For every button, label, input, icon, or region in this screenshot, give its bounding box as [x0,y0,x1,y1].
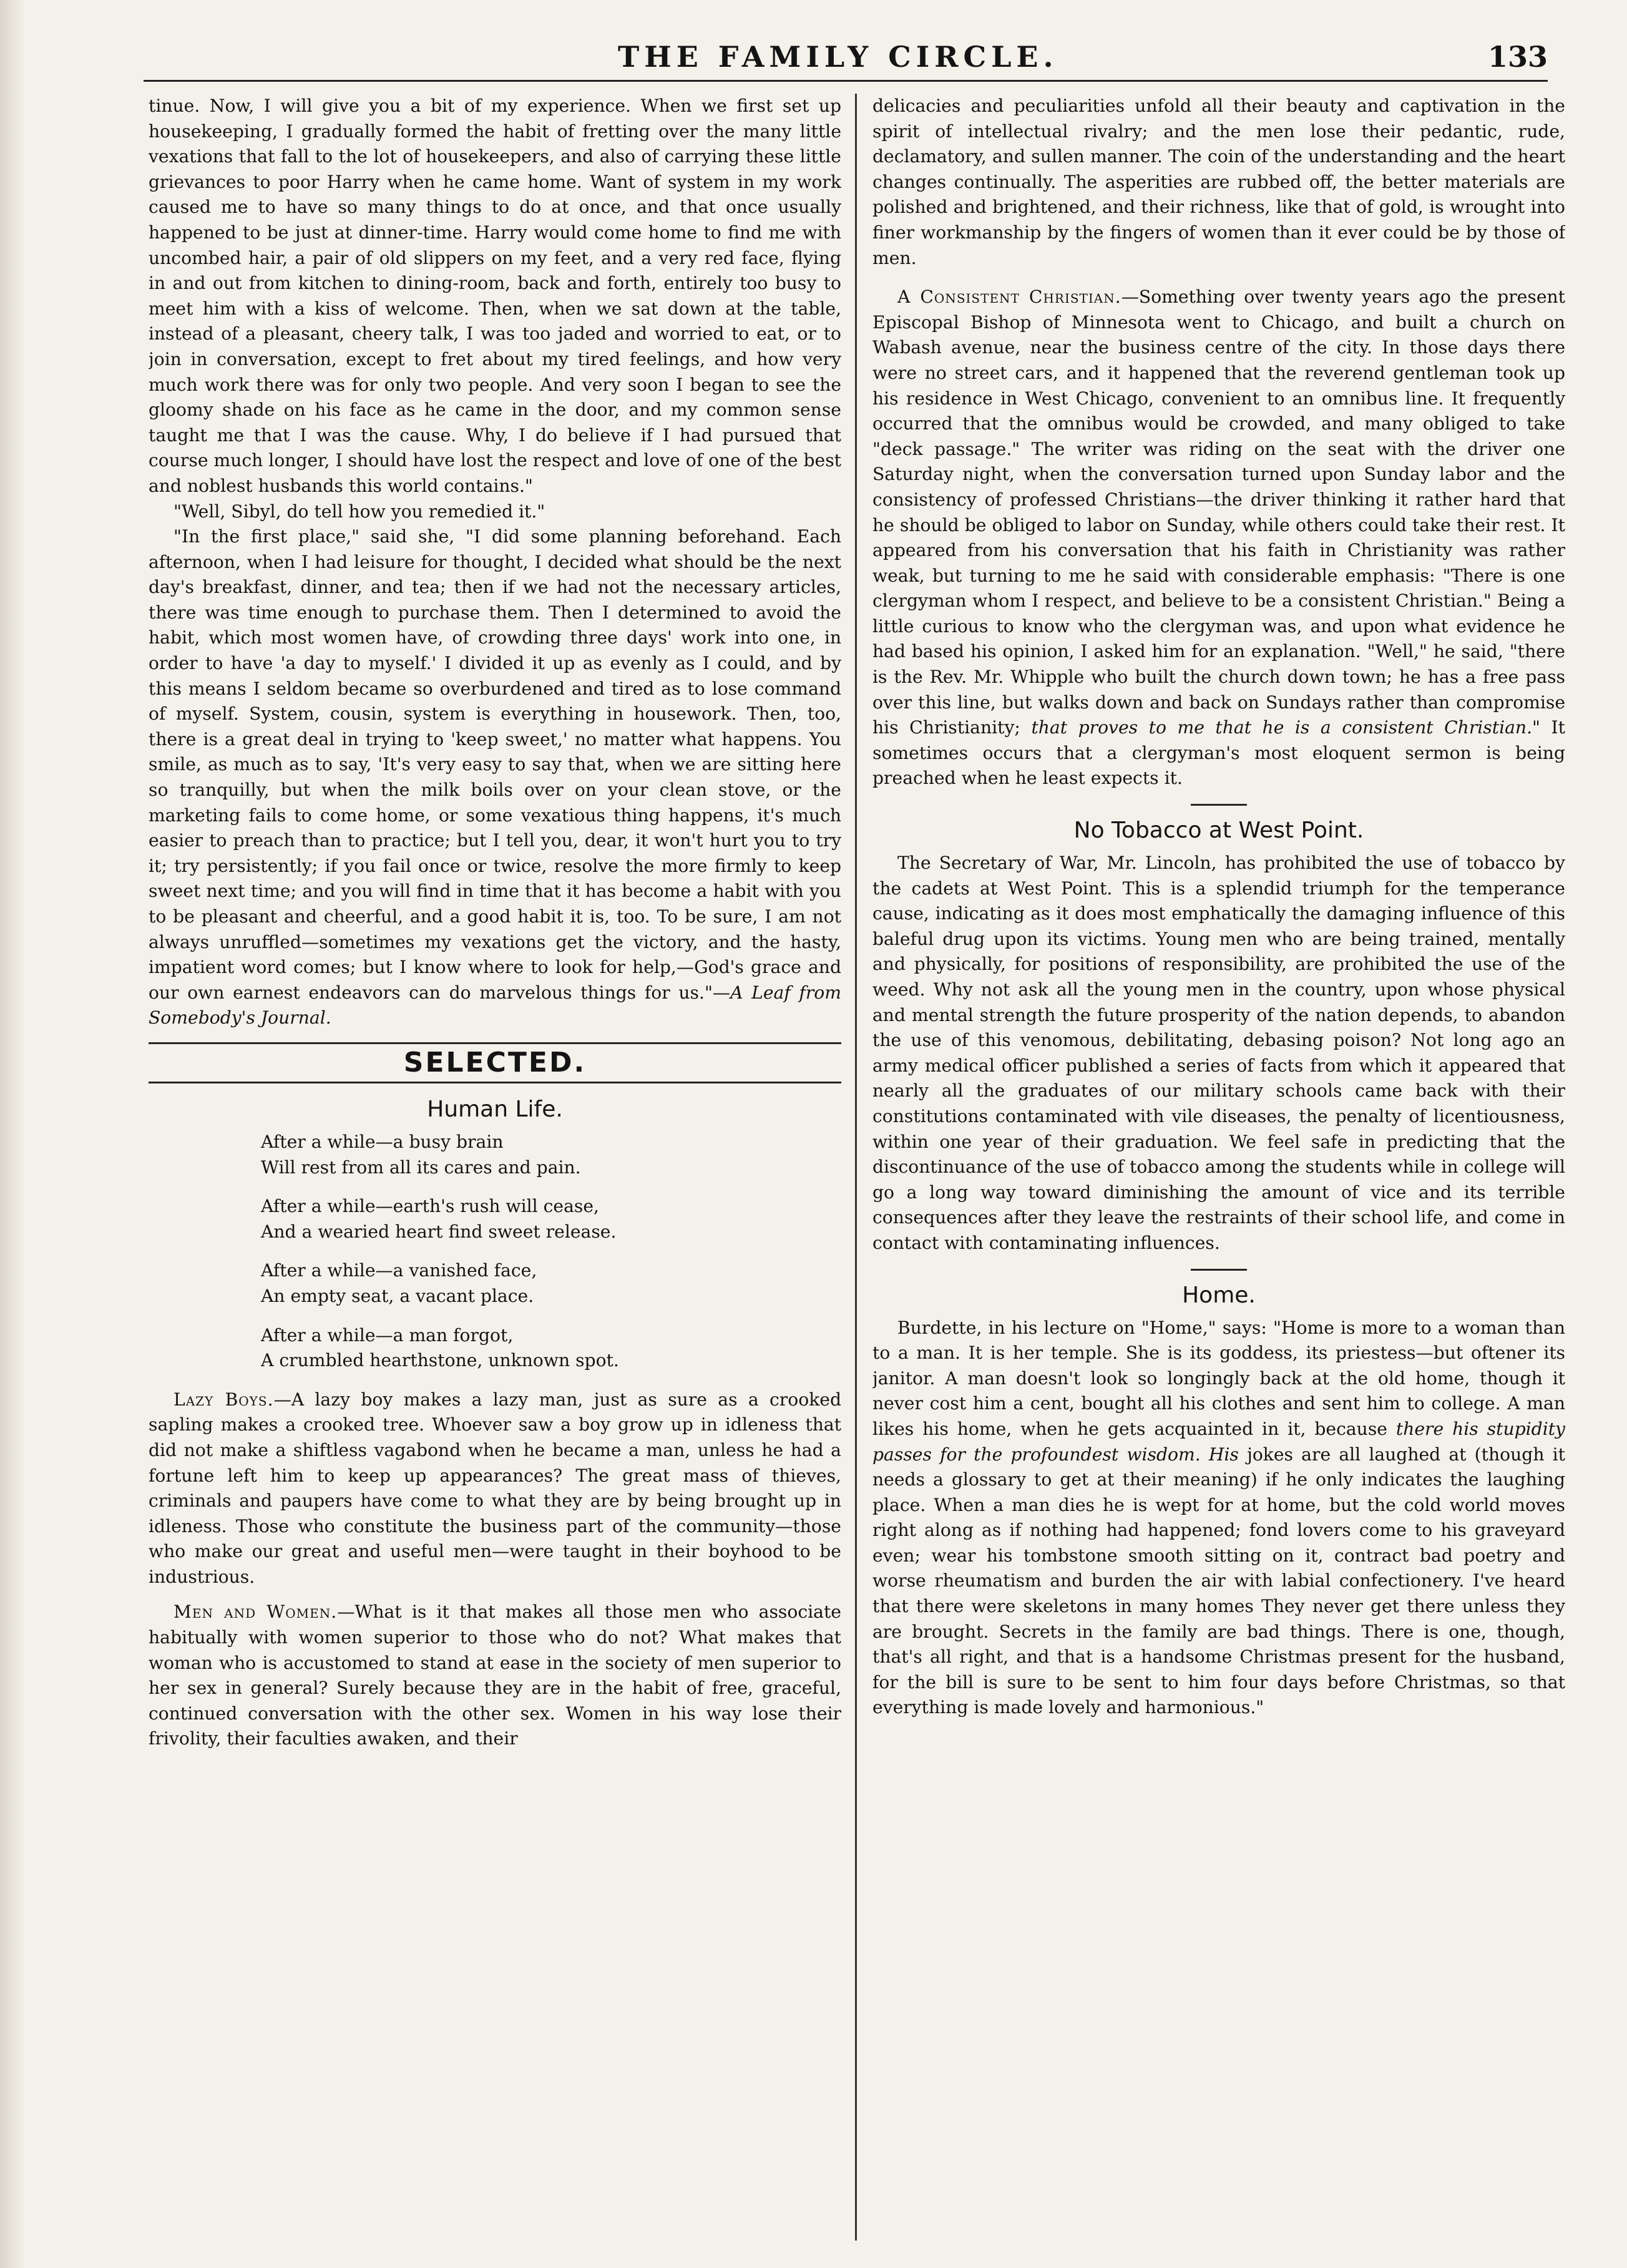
poem-stanza [261,1194,841,1244]
poem-stanza [261,1323,841,1374]
poem-line: A crumbled hearthstone, unknown spot. [261,1350,619,1371]
poem-stanza [261,1130,841,1180]
consistent-christian-italic: that proves to me that he is a consistent Christian. [1031,717,1533,738]
column-divider [855,94,857,2241]
consistent-christian-text: —Something over twenty years ago the present Episcopal Bishop of Minnesota went to Chicago, and built a church on Wabash avenue, near the business centre of the city. In those days there were no street cars, and it happened that the reverend gentleman took up his residence in West Chicago, convenient to an omnibus line. It frequently occurred that the omnibus would be crowded, and many obliged to take "deck passage." The writer was riding on the seat with the driver one Saturday night, when the conversation turned upon Sunday labor and the consistency of professed Christians—the driver thinking it rather hard that he should be obliged to labor on Sunday, while others could take their rest. It appeared from his conversation that his faith in Christianity was rather weak, but turning to me he said with considerable emphasis: "There is one clergyman whom I respect, and believe to be a consistent Christian." Being a little curious to know who the clergyman was, and upon what evidence he had based his opinion, I asked him for an explanation. "Well," he said, "there is the Rev. Mr. Whipple who built the church down town; he has a free pass over this line, but walks down and back on Sundays rather than compromise his Christianity; [872,286,1565,738]
home-article-paragraph [872,1316,1565,1721]
consistent-christian-lead: A Consistent Christian. [897,286,1121,308]
lazy-boys-lead: Lazy Boys. [173,1389,274,1410]
men-women-continued: delicacies and peculiarities unfold all their beauty and captivation in the spirit of intellectual rivalry; and the men lose their pedantic, rude, declamatory, and sullen manner. The coin of the understanding and the heart changes continually. The asperities are rubbed off, the better materials are polished and brightened, and their richness, like that of gold, is wrought into finer workmanship by the fingers of women than it ever could be by those of men. [872,95,1565,268]
story-paragraph: "Well, Sibyl, do tell how you remedied it." [173,501,545,522]
men-women-text: —What is it that makes all those men who associate habitually with women superior to those who do not? What makes that woman who is accustomed to stand at ease in the society of men superior to her sex in general? Surely because they are in the habit of free, graceful, continued conversation with the other sex. Women in his way lose their frivolity, their faculties awaken, and their [149,1601,841,1749]
poem-line: After a while—a vanished face, [261,1260,537,1281]
poem-stanza [261,1258,841,1309]
poem-line: After a while—a busy brain [261,1131,504,1152]
poem-line: An empty seat, a vacant place. [261,1285,534,1306]
section-heading: SELECTED. [149,1042,841,1083]
poem-line: After a while—earth's rush will cease, [261,1196,600,1217]
home-article-italic: there his stupidity passes for the profoundest wisdom. His [872,1418,1565,1465]
story-paragraph: tinue. Now, I will give you a bit of my experience. When we first set up housekeeping, I gradually formed the habit of fretting over the many little vexations that fall to the lot of housekeepers, and also of carrying these little grievances to poor Harry when he came home. Want of system in my work caused me to have so many things to do at once, and that once usually happened to be just at dinner-time. Harry would come home to find me with uncombed hair, a pair of old slippers on my feet, and a very red face, flying in and out from kitchen to dining-room, back and forth, entirely too busy to meet him with a kiss of welcome. Then, when we sat down at the table, instead of a pleasant, cheery talk, I was too jaded and worried to eat, or to join in conversation, except to fret about my tired feelings, and how very much work there was for only two people. And very soon I began to see the gloomy shade on his face as he came in the door, and my common sense taught me that I was the cause. Why, I do believe if I had pursued that course much longer, I should have lost the respect and love of one of the best and noblest husbands this world contains." [149,95,841,496]
tobacco-article-text: The Secretary of War, Mr. Lincoln, has prohibited the use of tobacco by the cadets at West Point. This is a splendid triumph for the temperance cause, indicating as it does most emphatically the damaging influence of this baleful drug upon its victims. Young men who are being trained, mentally and physically, for positions of responsibility, are prohibited the use of the weed. Why not ask all the young men in the country, upon whose physical and mental strength the future prosperity of the nation depends, to abandon the use of this venomous, debilitating, debasing poison? Not long ago an army medical officer published a series of facts from which it appeared that nearly all the graduates of our military schools came back with their constitutions contaminated with vile diseases, the penalty of licentiousness, within one year of their graduation. We feel safe in predicting that the discontinuance of the use of tobacco among the students while in college will go a long way toward diminishing the amount of vice and its terrible consequences after they leave the restraints of their school life, and come in contact with contaminating influences. [872,853,1565,1253]
right-column [872,94,1565,2241]
story-attribution: A Leaf from Somebody's Journal. [149,982,841,1029]
page-number: 133 [1487,40,1548,74]
men-women-lead: Men and Women. [173,1601,338,1623]
poem [261,1130,841,1374]
tobacco-article-title: No Tobacco at West Point. [1073,818,1364,844]
consistent-christian-end: " It sometimes occurs that a clergyman's most eloquent sermon is being preached when he least expects it. [872,717,1565,789]
lazy-boys-paragraph [149,1387,841,1590]
story-paragraph [149,524,841,1031]
home-article-text: Burdette, in his lecture on "Home," says: "Home is more to a woman than to a man. It is her temple. She is its goddess, its priestess—but oftener its janitor. A man doesn't look so longingly back at the old home, though it never cost him a cent, bought all his clothes and sent him to college. A man likes his home, when he gets acquainted in it, because [872,1317,1565,1439]
short-rule [1191,1269,1247,1271]
home-article-title: Home. [1182,1282,1256,1308]
scan-edge [0,0,25,2268]
running-header [144,36,1548,82]
poem-line: Will rest from all its cares and pain. [261,1156,581,1178]
poem-line: After a while—a man forgot, [261,1324,514,1346]
left-column [149,94,841,2241]
men-women-paragraph [149,1600,841,1752]
home-article-text: jokes are all laughed at (though it needs a glossary to get at their meaning) if he only indicates the laughing place. When a man dies he is wept for at home, but the cold world moves right along as if nothing had happened; fond lovers come to his graveyard even; wear his tombstone smooth sitting on it, contract bad poetry and worse rheumatism and burden the air with labial confectionery. I've heard that there were skeletons in many homes They never get there unless they are brought. Secrets in the family are bad things. There is one, though, that's all right, and that is a handsome Christmas present for the husband, for the bill is sure to be sent to him four days before Christmas, so that everything is made lovely and harmonious." [872,1444,1565,1718]
lazy-boys-text: —A lazy boy makes a lazy man, just as sure as a crooked sapling makes a crooked tree. Whoever saw a boy grow up in idleness that did not make a shiftless vagabond when he became a man, unless he had a fortune left him to keep up appearances? The great mass of thieves, criminals and paupers have come to what they are by being brought up in idleness. Those who constitute the business part of the community—those who make our great and useful men—were taught in their boyhood to be industrious. [149,1389,841,1587]
story-paragraph-text: "In the first place," said she, "I did some planning beforehand. Each afternoon, when I had leisure for thought, I decided what should be the next day's breakfast, dinner, and tea; then if we had not the necessary articles, there was time enough to purchase them. Then I determined to avoid the habit, which most women have, of crowding three days' work into one, in order to have 'a day to myself.' I divided it up as evenly as I could, and by this means I seldom became so overburdened and tired as to lose command of myself. System, cousin, system is everything in housework. Then, too, there is a great deal in trying to 'keep sweet,' no matter what happens. You smile, as much as to say, 'It's very easy to say that, when we are sitting here so tranquilly, but when the milk boils over on your clean stove, or the marketing fails to come home, or some vexatious thing happens, it's much easier to preach than to practice; but I tell you, dear, it won't hurt you to try it; try persistently; if you fail once or twice, resolve the more firmly to keep sweet next time; and you will find in time that it has become a habit with you to be pleasant and cheerful, and a good habit it is, too. To be sure, I am not always unruffled—sometimes my vexations get the victory, and the hasty, impatient word comes; but I know where to look for help,—God's grace and our own earnest endeavors can do marvelous things for us."— [149,526,841,1003]
publication-title: THE FAMILY CIRCLE. [618,40,1058,74]
poem-line: And a wearied heart find sweet release. [261,1221,617,1242]
short-rule [1191,804,1247,806]
poem-title: Human Life. [427,1096,563,1122]
consistent-christian-paragraph [872,285,1565,791]
